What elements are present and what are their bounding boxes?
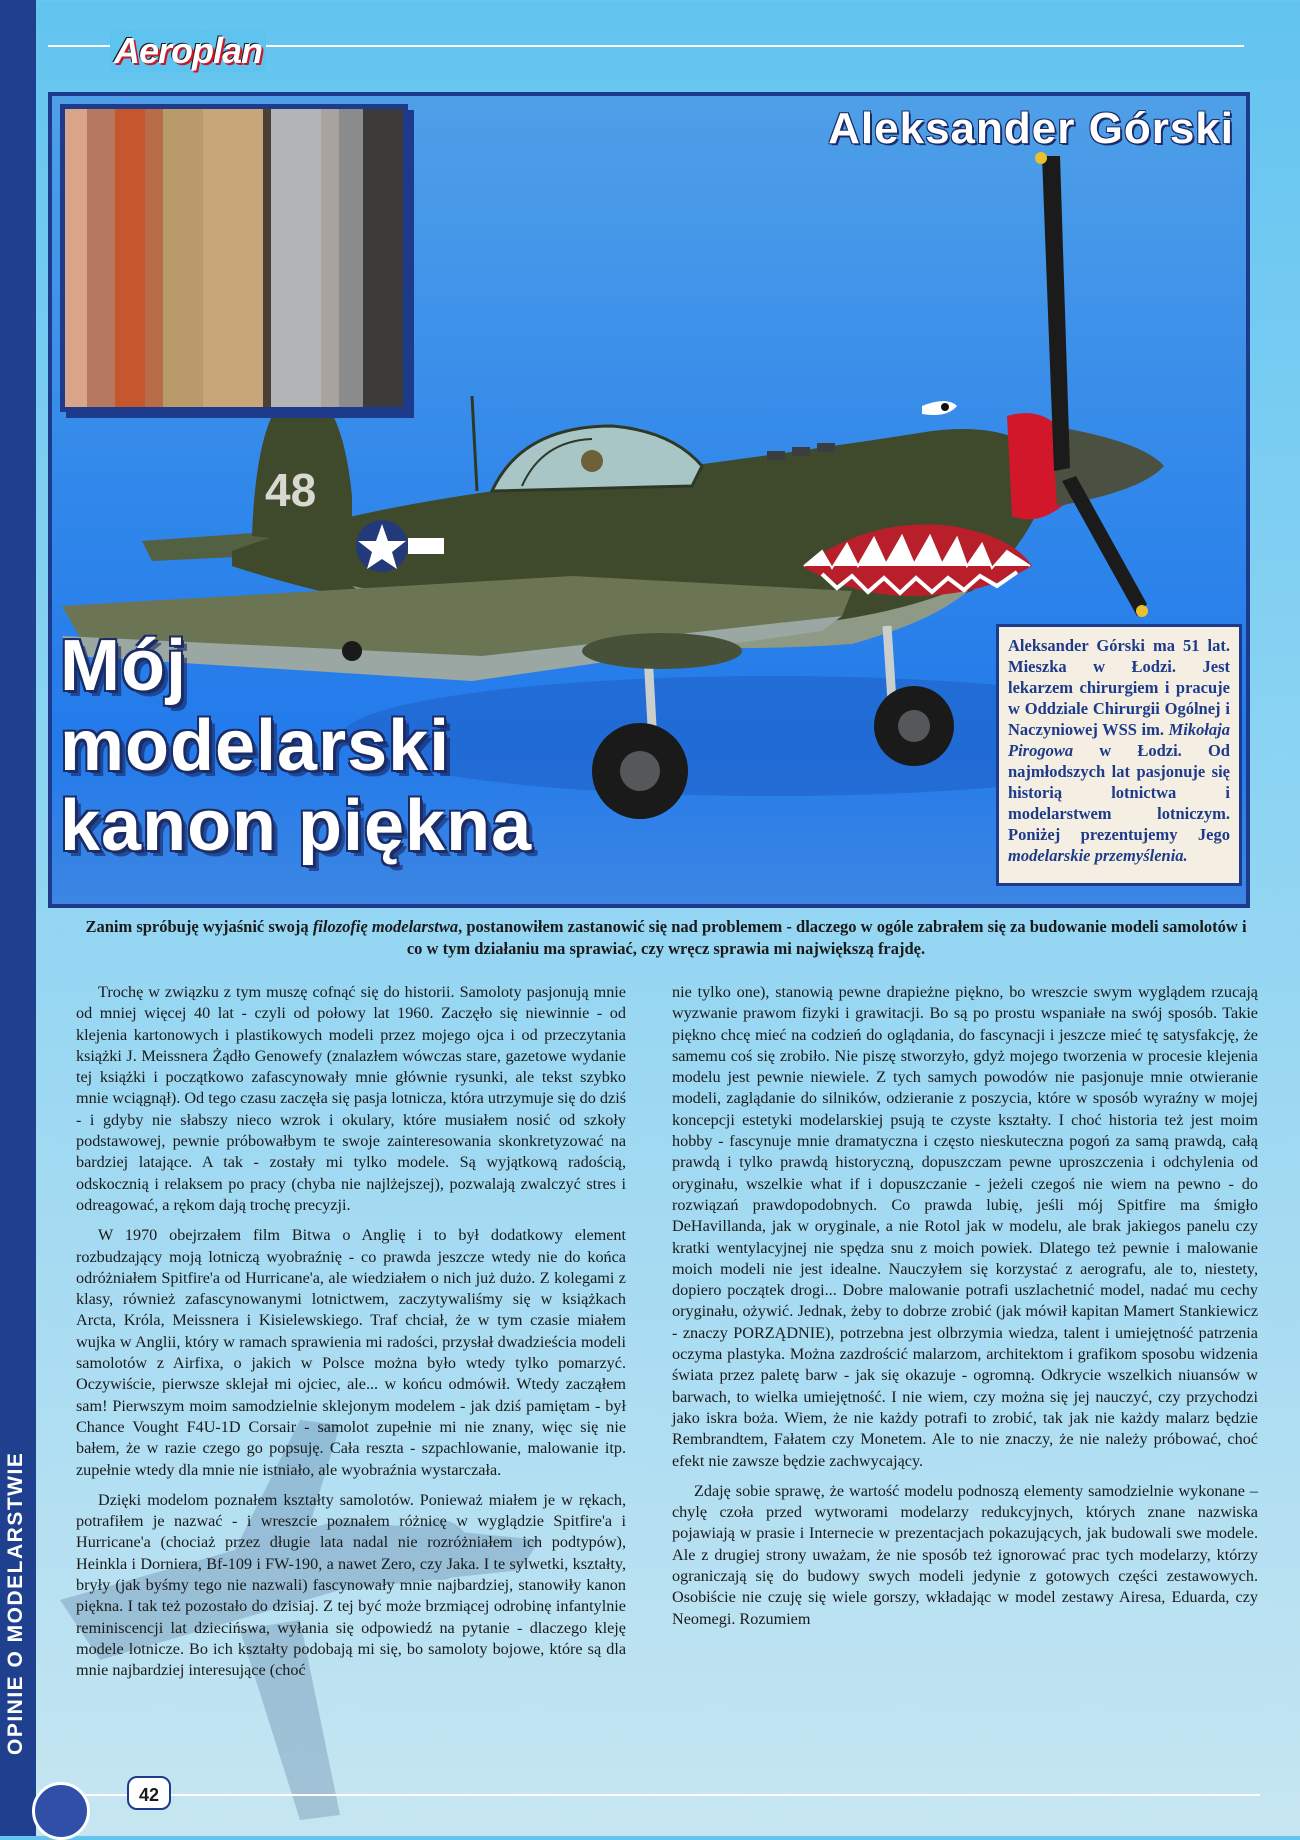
article-title xyxy=(60,626,660,866)
swatch-band xyxy=(65,109,87,407)
paragraph: Dzięki modelom poznałem kształty samolotów. Ponieważ miałem je w rękach, potrafiłem je nazwać - i wreszcie poznałem różnicę w wyglądzie Spitfire'a i Hurricane'a (chociaż przez długie lata nadal nie rozróżniałem ich podtypów), Heinkla i Dorniera, Bf-109 i FW-190, a nawet Zero, czy Jaka. I te sylwetki, kształty, bryły (jak byśmy tego nie nazwali) fascynowały mnie najbardziej, stanowiły kanon piękna. I tak też pozostało do dzisiaj. Z tej być może brzmiącej odrobinę infantylnie reminiscencji lat dziecińswa, wyłania się odpowiedź na pytanie - dlaczego kleję modele lotnicze. Bo ich kształty podobają mi się, bo samoloty bojowe, które są dla mnie najbardziej interesujące (choć xyxy=(76,1490,626,1680)
title-line-1: Mój xyxy=(60,626,187,706)
swatch-band xyxy=(263,109,271,407)
swatch-band xyxy=(163,109,203,407)
lead-text: , postanowiłem zastanowić się nad problemem - dlaczego w ogóle zabrałem się za budowanie modeli samolotów i co w tym działaniu ma sprawiać, czy wręcz sprawia mi największą frajdę. xyxy=(406,917,1247,958)
author-bio-box xyxy=(996,624,1242,886)
swatch-band xyxy=(339,109,363,407)
author-name: Aleksander Górski xyxy=(828,104,1234,153)
lead-italic: filozofię modelarstwa xyxy=(312,917,459,936)
bio-italic-closing: modelarskie przemyślenia. xyxy=(1008,846,1188,865)
swatch-band xyxy=(321,109,339,407)
title-line-2: modelarski xyxy=(60,706,451,786)
bio-italic-name: Mikołaja Pirogowa xyxy=(1008,720,1230,760)
article-column-left xyxy=(76,982,626,1691)
lead-text: Zanim spróbuję wyjaśnić swoją xyxy=(85,917,313,936)
bio-text: w Łodzi. Od najmłodszych lat pasjonuje się historią lotnictwa i modelarstwem lotniczym. Poniżej prezentujemy Jego xyxy=(1008,741,1230,844)
footer-rule xyxy=(48,1794,1260,1796)
article-lead xyxy=(78,916,1254,960)
page-number: 42 xyxy=(127,1776,171,1810)
swatch-band xyxy=(145,109,163,407)
title-line-3: kanon piękna xyxy=(60,786,533,866)
magazine-logo: Aeroplan xyxy=(110,30,266,72)
swatch-band xyxy=(203,109,263,407)
section-label xyxy=(4,1727,28,1755)
paragraph: Trochę w związku z tym muszę cofnąć się do historii. Samoloty pasjonują mnie od mniej więcej 40 lat - czyli od połowy lat 1960. Zaczęło się niewinnie - od klejenia kartonowych i plastikowych modeli przez mojego ojca i od przeczytania książki J. Meissnera Żądło Genowefy (znalazłem wówczas stare, gazetowe wydanie tej książki i początkowo zafascynowały mnie głównie rysunki, ale tekst szybko mnie wciągnął). Od tego czasu zaczęła się pasja lotnicza, która utrzymuje się do dziś - i gdyby nie słabszy nieco wzrok i okulary, które musiałem nosić od szkoły podstawowej, pewnie próbowałbym te swoje zainteresowania skonkretyzować na bardziej latające. A tak - zostały mi tylko modele. Są wyjątkową radością, odskocznią i relaksem po pracy (chyba nie najlżejszej), pozwalają zwalczyć stres i odreagować, a rękom dają trochę precyzji. xyxy=(76,983,626,1214)
paragraph: nie tylko one), stanowią pewne drapieżne piękno, bo wreszcie swym wyglądem rzucają wyzwanie prawom fizyki i grawitacji. Bo są po prostu wspaniałe na swój sposób. Takie piękno chcę mieć na codzień do oglądania, do fascynacji i jeszcze mieć tę satysfakcję, że samemu coś się zrobiło. Nie piszę stworzyło, gdyż mojego tworzenia w procesie klejenia modelu jest pewnie niewiele. Z tych samych powodów nie pasjonuje mnie otwieranie modeli, zaglądanie do silników, odzieranie z poszycia, które w sposób wyraźny w mojej koncepcji estetyki modelarskiej psują te czyste kształty. I choć historia też jest moim hobby - fascynuje mnie dramatyczna i często nieskuteczna pogoń za samą prawdą, całą prawdą i tylko prawdą historyczną, dopuszczam pewne uproszczenia i odchylenia od oryginału, wszelkie what if i dopuszczanie - jeżeli czegoś nie wiem na pewno - do rozwiązań prawdopodobnych. Co prawda lubię, jeśli mój Spitfire ma śmigło DeHavillanda, jak w oryginale, a nie Rotol jak w modelu, ale brak jakiegos panelu czy kratki wentylacyjnej nie spędza snu z moich powiek. Dlatego też pewnie i malowanie moich modeli nie jest idealne. Nauczyłem się korzystać z aerografu, ale to, niestety, dopiero początek drogi... Dobre malowanie potrafi uszlachetnić model, nadać mu cechy oryginału, ożywić. Jednak, żeby to dobrze zrobić (jak mówił kapitan Mamert Stankiewicz - znaczy PORZĄDNIE), potrzebna jest olbrzymia wiedza, talent i umiejętność patrzenia oczyma plastyka. Można zazdrościć malarzom, architektom i grafikom sposobu widzenia świata przez paletę barw - jak się okazuje - ogromną. Odkrycie wszelkich niuansów w barwach, to wielka umiejętność. I nie wiem, czy można się jej nauczyć, czy przychodzi jako iskra boża. Wiem, że nie każdy potrafi to zrobić, tak jak nie każdy malarz będzie Rembrandtem, Fałatem czy Monetem. Ale to nie znaczy, że nie należy próbować, choć efekt nie zawsze będzie zachwycający. xyxy=(672,983,1258,1470)
swatch-band xyxy=(115,109,145,407)
article-column-right xyxy=(672,982,1258,1639)
swatch-band xyxy=(271,109,321,407)
bio-text: Aleksander Górski ma 51 lat. Mieszka w Łodzi. Jest lekarzem chirurgiem i pracuje w Oddziale Chirurgii Ogólnej i Naczyniowej WSS im. xyxy=(1008,636,1230,739)
color-swatch-strip xyxy=(60,104,408,412)
hero-photo xyxy=(48,92,1250,908)
swatch-band xyxy=(87,109,115,407)
section-emblem-icon xyxy=(32,1782,90,1840)
paragraph: Zdaję sobie sprawę, że wartość modelu podnoszą elementy samodzielnie wykonane – chylę czoła przed wytworami modelarzy redukcyjnych, których znane nazwiska pojawiają w prasie i Internecie w prezentacjach pokazujących, jak budowali swe modele. Ale z drugiej strony uważam, że nie sposób też ignorować prac tych modelarzy, którzy ograniczają się do budowy swych modeli jedynie z gotowych części zestawowych. Osobiście nie czuję się wiele gorszy, wkładając w model zestawy Airesa, Eduarda, czy Neomegi. Rozumiem xyxy=(672,1481,1258,1628)
swatch-band xyxy=(363,109,403,407)
svg-text:48: 48 xyxy=(265,464,317,516)
paragraph: W 1970 obejrzałem film Bitwa o Anglię i to był dodatkowy element rozbudzający moją lotniczą wyobraźnię - co prawda jeszcze wtedy nie do końca odróżniałem Spitfire'a od Hurricane'a, ale wiedziałem o nich już dużo. Z kolegami z klasy, również zafascynowanymi lotnictwem, zaczytywaliśmy się w książkach Arcta, Króla, Meissnera i Kisielewskiego. Traf chciał, że w tym czasie miałem wujka w Anglii, który w ramach sprawienia mi radości, przysłał dwadzieścia modeli samolotów z Airfixa, o jakich w Polsce można było wtedy tylko pomarzyć. Oczywiście, pierwsze sklejał mi ojciec, ale... w końcu odmówił. Wtedy zacząłem sam! Pierwszym moim samodzielnie sklejonym modelem - jak dziś pamiętam - był Chance Vought F4U-1D Corsair - samolot zupełnie mi nie znany, więc się nie bałem, że w razie czego go popsuję. Cała reszta - szpachlowanie, malowanie itp. zupełnie wtedy dla mnie nie istniało, ale wyobraźnia wystarczała. xyxy=(76,1226,626,1479)
